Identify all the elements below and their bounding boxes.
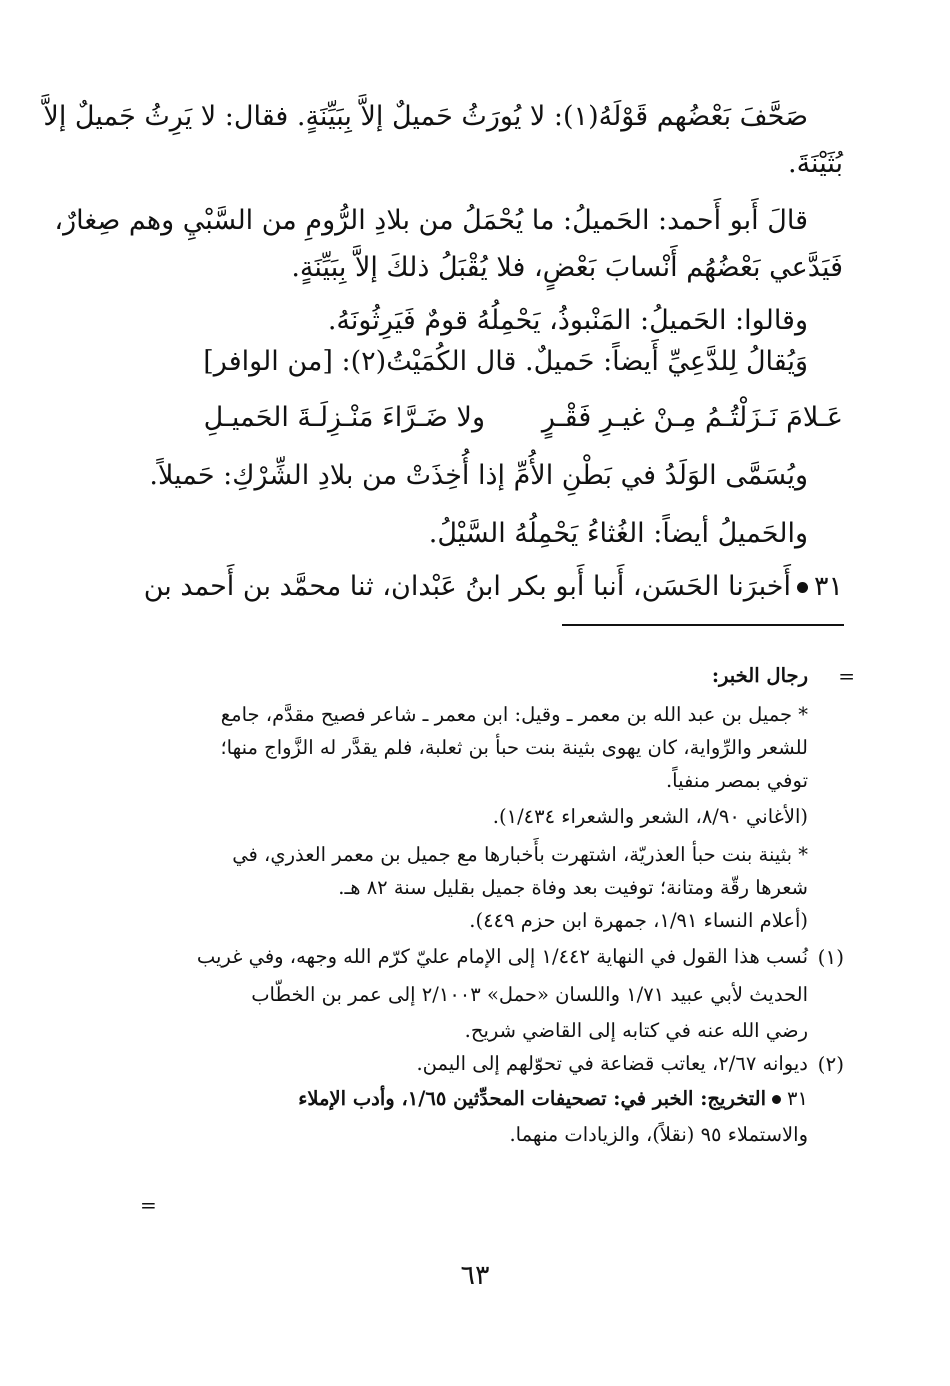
- jamil-line-3: توفي بمصر منفياً.: [665, 769, 808, 792]
- main-line-3: قالَ أَبو أَحمد: الحَميلُ: ما يُحْمَلُ من بلادِ الرُّومِ من السَّبْيِ وهم صِغارٌ،: [54, 205, 808, 236]
- main-line-5: وقالوا: الحَميلُ: المَنْبوذُ، يَحْمِلُهُ قومٌ فَيَرِثُونَهُ.: [327, 305, 808, 336]
- bullet-dot-icon: [772, 1095, 781, 1104]
- buthayna-line-1: * بثينة بنت حبأ العذريّة، اشتهرت بأَخبارها مع جميل بن معمر العذري، في: [232, 843, 808, 866]
- footnote-1-line-3: رضي الله عنه في كتابه إلى القاضي شريح.: [464, 1019, 808, 1042]
- footnote-separator: [562, 624, 844, 626]
- jamil-line-2: للشعر والرِّواية، كان يهوى بثينة بنت حبأ بن ثعلبة، فلم يقدَّر له الزَّواج منها؛: [220, 736, 808, 759]
- footnote-continuation-mark: =: [838, 664, 855, 688]
- jamil-line-1: * جميل بن عبد الله بن معمر ـ وقيل: ابن معمر ـ شاعر فصيح مقدَّم، جامع: [220, 703, 808, 726]
- takhrij-number: ٣١: [787, 1087, 808, 1110]
- page-number: ٦٣: [460, 1260, 490, 1291]
- verse-second-hemistich: ولا ضَـرَّاءَ مَنْـزِلَـةَ الحَميـلِ: [203, 402, 485, 433]
- report-number: ٣١: [813, 571, 843, 602]
- main-line-6: وَيُقالُ لِلدَّعِيِّ أَيضاً: حَميلٌ. قال الكُمَيْتُ(٢): [من الوافر]: [203, 346, 808, 377]
- footnote-1-line-1: نُسب هذا القول في النهاية ١/٤٤٢ إلى الإمام عليّ كرّم الله وجهه، وفي غريب: [196, 945, 808, 968]
- takhrij-line-1: [298, 1084, 808, 1114]
- footnote-2-text: ديوانه ٢/٦٧، يعاتب قضاعة في تحوّلهم إلى اليمن.: [416, 1052, 808, 1075]
- takhrij-text: التخريج: الخبر في: تصحيفات المحدِّثين ١/٦٥، وأدب الإملاء: [298, 1087, 767, 1110]
- main-line-7: ويُسَمَّى الوَلَدُ في بَطْنِ الأُمِّ إذا أُخِذَتْ من بلادِ الشِّرْكِ: حَميلاً.: [149, 460, 808, 491]
- buthayna-line-2: شعرها رقّة ومتانة؛ توفيت بعد وفاة جميل بقليل سنة ٨٢ هـ.: [338, 876, 808, 899]
- footnote-2-number: (٢): [817, 1052, 844, 1076]
- footnote-continues-mark: =: [140, 1193, 157, 1217]
- footnote-1-number: (١): [817, 945, 844, 969]
- footnote-1-line-2: الحديث لأبي عبيد ١/٧١ واللسان «حمل» ٢/١٠٠٣ إلى عمر بن الخطّاب: [251, 983, 808, 1006]
- jamil-reference: (الأغاني ٨/٩٠، الشعر والشعراء ١/٤٣٤).: [492, 805, 808, 828]
- takhrij-line-2: والاستملاء ٩٥ (نقلاً)، والزيادات منهما.: [509, 1123, 808, 1146]
- rijal-title: رجال الخبر:: [711, 664, 808, 687]
- main-line-1: صَحَّفَ بَعْضُهم قَوْلَهُ(١): لا يُورَثُ حَميلٌ إلاَّ بِبَيِّنَةٍ. فقال: لا يَرِثُ جَميلٌ إلاَّ: [43, 101, 808, 132]
- main-line-2: بُثَيْنَةَ.: [787, 148, 843, 179]
- report-text: أَخبرَنا الحَسَن، أَنبا أَبو بكر ابنُ عَبْدان، ثنا محمَّد بن أَحمد بن: [143, 571, 791, 602]
- main-line-8: والحَميلُ أيضاً: الغُثاءُ يَحْمِلُهُ السَّيْلُ.: [428, 518, 808, 549]
- main-line-9: [144, 567, 843, 607]
- verse-first-hemistich: عَـلامَ نَـزَلْتُـمُ مِـنْ غيـرِ فَقْـرٍ: [541, 402, 843, 433]
- buthayna-reference: (أعلام النساء ١/٩١، جمهرة ابن حزم ٤٤٩).: [469, 909, 808, 932]
- bullet-dot-icon: [797, 582, 808, 593]
- main-line-4: فَيَدَّعي بَعْضُهُم أَنْسابَ بَعْضٍ، فلا يُقْبَلُ ذلكَ إلاَّ بِبَيِّنَةٍ.: [291, 252, 843, 283]
